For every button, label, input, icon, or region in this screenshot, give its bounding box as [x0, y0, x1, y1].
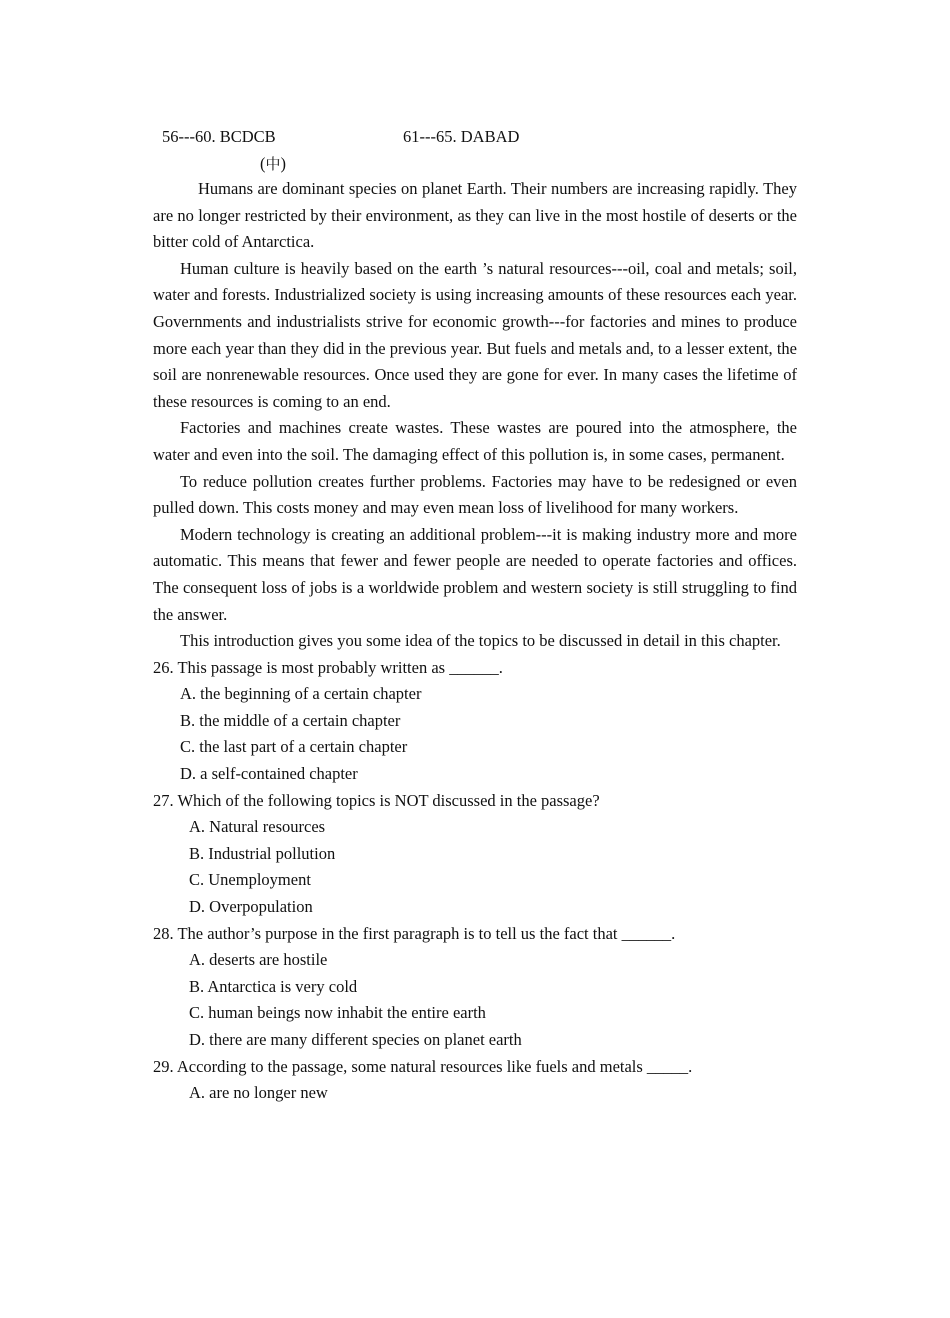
passage-paragraph-2: Human culture is heavily based on the earth ’s natural resources---oil, coal and metals; soil, water and forests. Industrialized society is using increasing amounts of these resources each year. Governments and industrialists strive for economic growth---for factories and mines to produce more each year than they did in the previous year. But fuels and metals and, to a lesser extent, the soil are nonrenewable resources. Once used they are gone for ever. In many cases the lifetime of these resources is coming to an end. — [153, 258, 797, 411]
question-stem: 26. This passage is most probably written as ______. — [153, 657, 503, 677]
question-28 — [153, 921, 797, 1054]
answer-key-56-60: 56---60. BCDCB — [162, 127, 276, 146]
option-c: C. the last part of a certain chapter — [180, 737, 408, 757]
option-d: D. a self-contained chapter — [180, 764, 358, 784]
answer-key-line — [0, 126, 950, 150]
question-stem: 27. Which of the following topics is NOT discussed in the passage? — [153, 790, 600, 810]
passage-paragraph-6: This introduction gives you some idea of the topics to be discussed in detail in this chapter. — [180, 631, 781, 651]
question-stem: 29. According to the passage, some natural resources like fuels and metals _____. — [153, 1056, 693, 1076]
passage-paragraph-3: Factories and machines create wastes. These wastes are poured into the atmosphere, the water and even into the soil. The damaging effect of this pollution is, in some cases, permanent. — [153, 418, 797, 464]
option-a: A. are no longer new — [189, 1083, 328, 1103]
question-stem: 28. The author’s purpose in the first paragraph is to tell us the fact that ______. — [153, 923, 676, 943]
passage-paragraph-4: To reduce pollution creates further problems. Factories may have to be redesigned or even pulled down. This costs money and may even mean loss of livelihood for many workers. — [153, 471, 797, 518]
option-a: A. the beginning of a certain chapter — [180, 684, 422, 704]
option-d: D. Overpopulation — [189, 897, 313, 917]
option-a: A. Natural resources — [189, 817, 326, 837]
reading-section — [153, 176, 797, 1107]
question-27 — [153, 788, 797, 921]
question-26 — [153, 655, 797, 788]
option-d: D. there are many different species on planet earth — [189, 1030, 522, 1049]
question-29 — [153, 1054, 797, 1107]
option-c: C. human beings now inhabit the entire earth — [189, 1003, 486, 1023]
option-c: C. Unemployment — [189, 870, 311, 890]
difficulty-glyph: 中 — [265, 155, 281, 173]
difficulty-label — [260, 153, 286, 175]
answer-key-61-65: 61---65. DABAD — [403, 127, 520, 146]
option-b: B. Antarctica is very cold — [189, 976, 358, 996]
option-b: B. Industrial pollution — [189, 843, 336, 863]
difficulty-close-paren: ) — [280, 154, 287, 173]
passage-paragraph-5: Modern technology is creating an additional problem---it is making industry more and more automatic. This means that fewer and fewer people are needed to operate factories and offices. The consequent loss of jobs is a worldwide problem and western society is still struggling to find the answer. — [153, 524, 797, 624]
passage — [153, 176, 797, 655]
option-a: A. deserts are hostile — [189, 950, 328, 970]
difficulty-open-paren: ( — [260, 154, 266, 173]
passage-paragraph-1: Humans are dominant species on planet Earth. Their numbers are increasing rapidly. They are no longer restricted by their environment, as they can live in the most hostile of deserts or the bitter cold of Antarctica. — [153, 179, 797, 252]
option-b: B. the middle of a certain chapter — [180, 710, 401, 730]
